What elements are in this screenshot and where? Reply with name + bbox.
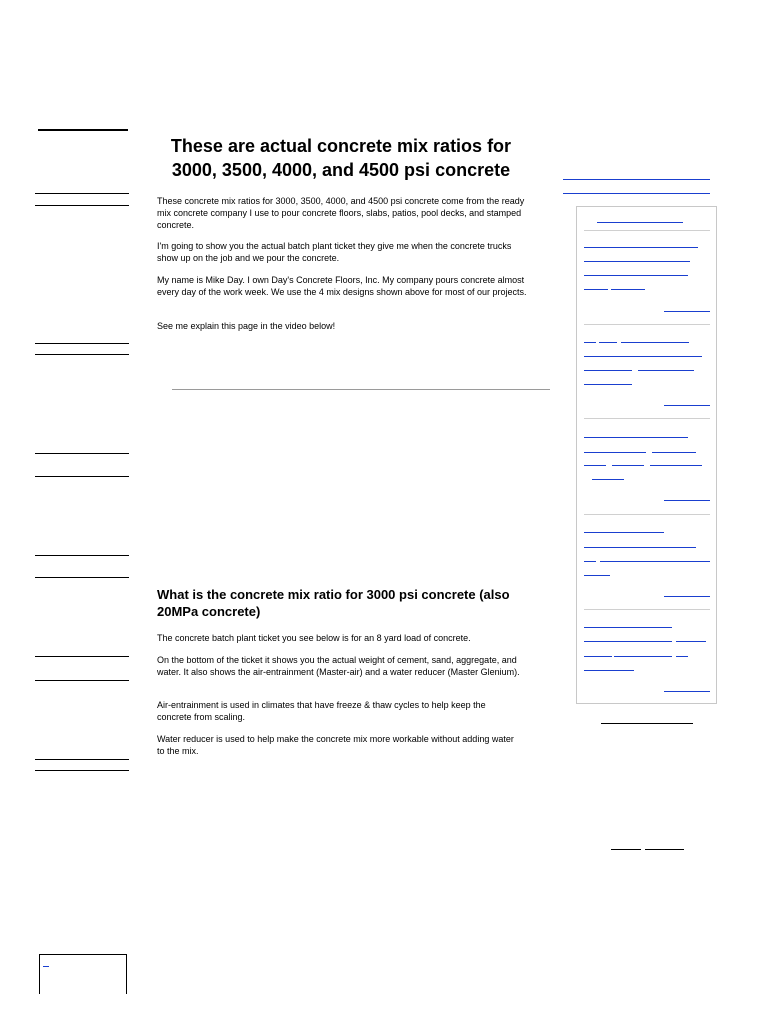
sidebar-link[interactable] [652, 452, 696, 453]
sidebar-link[interactable] [584, 356, 702, 357]
sidebar-link[interactable] [584, 670, 634, 671]
sidebar-link[interactable] [584, 561, 596, 562]
sidebar-link[interactable] [584, 641, 672, 642]
sidebar-box [576, 206, 717, 704]
section-paragraph: Air-entrainment is used in climates that have freeze & thaw cycles to help keep the concrete from scaling. [157, 700, 486, 722]
sidebar-link[interactable] [584, 370, 632, 371]
sidebar-link[interactable] [599, 342, 617, 343]
left-rule [35, 770, 129, 771]
sidebar-link[interactable] [584, 437, 688, 438]
sidebar-link[interactable] [584, 656, 612, 657]
left-rule [35, 577, 129, 578]
intro-paragraph: These concrete mix ratios for 3000, 3500, 4000, and 4500 psi concrete come from the ready mix concrete company I use to pour concrete floors, slabs, patios, pool decks, and stamped concrete. [157, 196, 525, 230]
sidebar-divider [584, 230, 710, 231]
sidebar-link[interactable] [584, 275, 688, 276]
left-rule [35, 555, 129, 556]
section-paragraph: The concrete batch plant ticket you see below is for an 8 yard load of concrete. [157, 633, 471, 643]
intro-paragraph: My name is Mike Day. I own Day's Concrete Floors, Inc. My company pours concrete almost every day of the work week. We use the 4 mix designs shown above for most of our projects. [157, 275, 527, 297]
left-rule [35, 453, 129, 454]
sidebar-link[interactable] [638, 370, 694, 371]
sidebar-footer-rule [601, 723, 693, 724]
bottom-box [39, 954, 127, 994]
sidebar-link[interactable] [614, 656, 672, 657]
sidebar-link[interactable] [612, 465, 644, 466]
sidebar-divider [584, 514, 710, 515]
sidebar-footer-rule [645, 849, 684, 850]
sidebar-divider [584, 418, 710, 419]
left-rule [35, 680, 129, 681]
sidebar-link[interactable] [584, 342, 596, 343]
sidebar-more-link[interactable] [664, 691, 710, 692]
sidebar-heading-link[interactable] [597, 222, 683, 223]
intro-paragraph: I'm going to show you the actual batch plant ticket they give me when the concrete trucks show up on the job and we pour the concrete. [157, 241, 512, 263]
sidebar-link[interactable] [584, 547, 696, 548]
sidebar-more-link[interactable] [664, 405, 710, 406]
sidebar-link[interactable] [584, 575, 610, 576]
sidebar-link[interactable] [584, 247, 698, 248]
left-rule [35, 656, 129, 657]
page-title: These are actual concrete mix ratios for 3000, 3500, 4000, and 4500 psi concrete [170, 136, 512, 180]
sidebar-link[interactable] [676, 641, 706, 642]
intro-paragraph: See me explain this page in the video below! [157, 321, 336, 331]
section-paragraph: Water reducer is used to help make the concrete mix more workable without adding water to the mix. [157, 734, 514, 756]
left-rule [35, 354, 129, 355]
sidebar-link[interactable] [584, 532, 664, 533]
left-rule [35, 205, 129, 206]
sidebar-link[interactable] [592, 479, 624, 480]
bottom-box-link[interactable] [43, 966, 49, 967]
sidebar-link[interactable] [650, 465, 702, 466]
left-rule [35, 476, 129, 477]
sidebar-link[interactable] [621, 342, 689, 343]
sidebar-divider [584, 324, 710, 325]
sidebar-more-link[interactable] [664, 500, 710, 501]
sidebar-link[interactable] [584, 452, 646, 453]
section-heading: What is the concrete mix ratio for 3000 psi concrete (also 20MPa concrete) [157, 587, 510, 619]
left-rule [35, 343, 129, 344]
sidebar-link[interactable] [584, 289, 608, 290]
left-rule-top [38, 129, 128, 131]
sidebar-link[interactable] [584, 261, 690, 262]
sidebar-more-link[interactable] [664, 311, 710, 312]
sidebar-link[interactable] [611, 289, 645, 290]
left-rule [35, 759, 129, 760]
left-rule [35, 193, 129, 194]
section-paragraph: On the bottom of the ticket it shows you the actual weight of cement, sand, aggregate, and water. It also shows the air-entrainment (Master-air) and a water reducer (Master Glenium). [157, 655, 520, 677]
sidebar-footer-rule [611, 849, 641, 850]
sidebar-link[interactable] [676, 656, 688, 657]
sidebar-link[interactable] [584, 627, 672, 628]
sidebar-top-link[interactable] [563, 193, 710, 194]
sidebar-more-link[interactable] [664, 596, 710, 597]
sidebar-link[interactable] [584, 384, 632, 385]
sidebar-link[interactable] [584, 465, 606, 466]
content-divider [172, 389, 550, 390]
sidebar-link[interactable] [600, 561, 710, 562]
sidebar-divider [584, 609, 710, 610]
sidebar-top-link[interactable] [563, 179, 710, 180]
